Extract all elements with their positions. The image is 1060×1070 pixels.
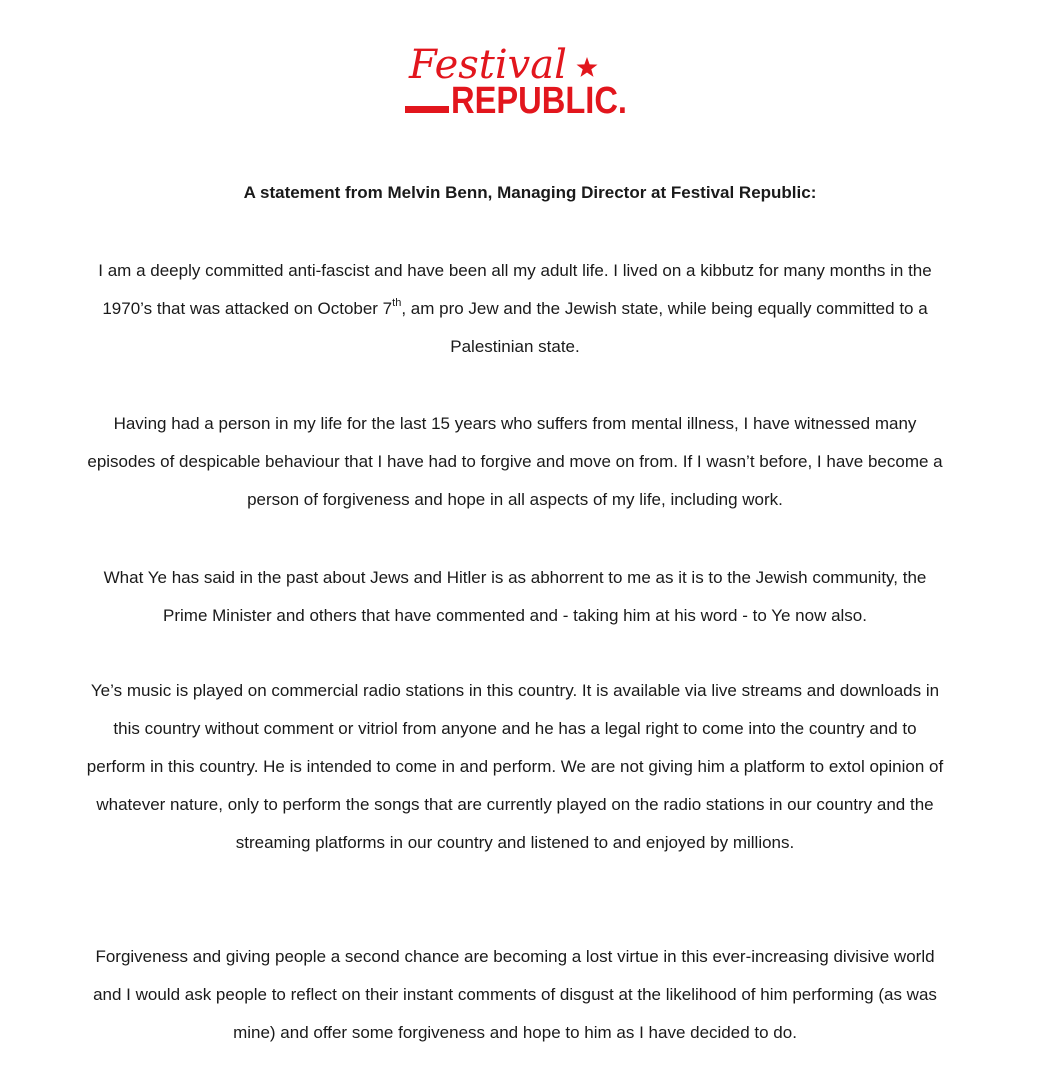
logo-bar xyxy=(405,106,449,113)
paragraph-1 xyxy=(85,252,945,366)
paragraph-2: Having had a person in my life for the last 15 years who suffers from mental illness, I have witnessed many episodes of despicable behaviour that I have had to forgive and move on from. If I wasn’t before, I have become a person of forgiveness and hope in all aspects of my life, including work. xyxy=(87,414,943,509)
paragraph-1-text-a: I am a deeply committed anti-fascist and have been all my adult life. I lived on a kibbutz for many months in the 1970’s that was attacked on October 7 xyxy=(98,261,932,318)
logo-script-text: Festival xyxy=(409,42,567,88)
ordinal-suffix: th xyxy=(392,297,402,309)
paragraph-1-text-b: , am pro Jew and the Jewish state, while being equally committed to a Palestinian state. xyxy=(401,299,928,356)
paragraph-5: Forgiveness and giving people a second chance are becoming a lost virtue in this ever-increasing divisive world and I would ask people to reflect on their instant comments of disgust at the likelihood of him performing (as was mine) and offer some forgiveness and hope to him as I have decided to do. xyxy=(93,947,937,1042)
logo-block-text: REPUBLIC. xyxy=(451,80,627,122)
statement-heading: A statement from Melvin Benn, Managing Director at Festival Republic: xyxy=(243,183,817,202)
festival-republic-logo xyxy=(403,40,631,122)
paragraph-4: Ye’s music is played on commercial radio stations in this country. It is available via live streams and downloads in this country without comment or vitriol from anyone and he has a legal right to come into the country and to perform in this country. He is intended to come in and perform. We are not giving him a platform to extol opinion of whatever nature, only to perform the songs that are currently played on the radio stations in our country and the streaming platforms in our country and listened to and enjoyed by millions. xyxy=(86,681,944,852)
paragraph-3: What Ye has said in the past about Jews and Hitler is as abhorrent to me as it is to the Jewish community, the Prime Minister and others that have commented and - taking him at his word - to Ye now also. xyxy=(103,568,927,625)
star-icon xyxy=(577,57,598,77)
